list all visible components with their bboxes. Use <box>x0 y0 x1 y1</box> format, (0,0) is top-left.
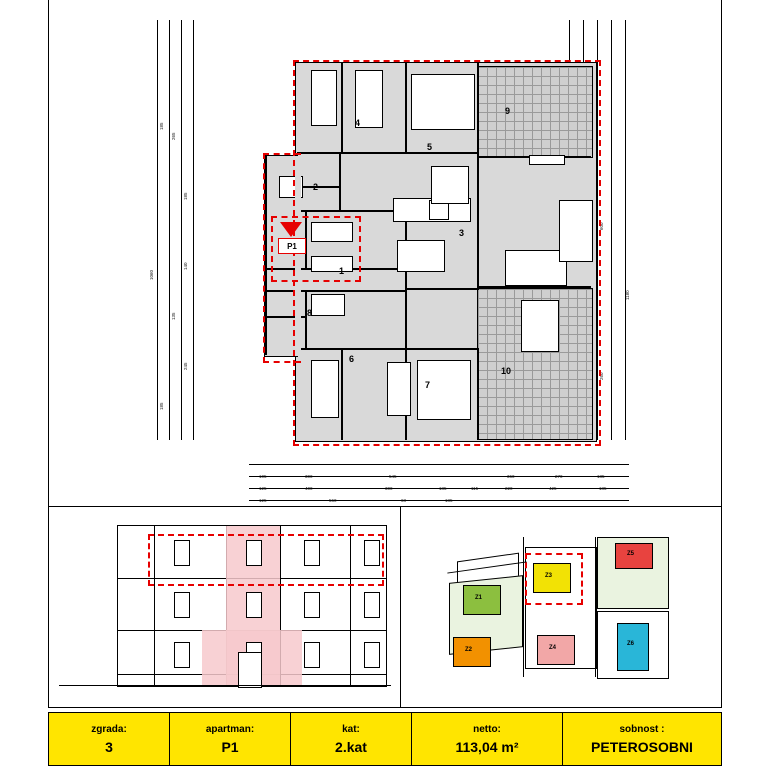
site-boundary-line <box>523 537 524 677</box>
room-label-2: 2 <box>313 182 319 192</box>
dim-left-3: 140 <box>183 262 188 270</box>
entrance-door-icon <box>238 652 262 688</box>
dim-bot-b3: 185 <box>439 486 447 491</box>
room-label-3: 3 <box>459 228 465 238</box>
dim-right-3: 600 <box>599 222 604 230</box>
dim-bot-b6: 425 <box>549 486 557 491</box>
site-label-z1: Z1 <box>475 595 483 601</box>
site-label-z6: Z6 <box>627 641 635 647</box>
dim-bot-b1: 400 <box>305 486 313 491</box>
elevation-building <box>117 525 387 687</box>
site-building-z6 <box>617 623 649 671</box>
info-value-kat: 2.kat <box>335 738 367 755</box>
window-icon <box>304 642 320 668</box>
window-icon <box>364 642 380 668</box>
dim-left-6: 245 <box>183 362 188 370</box>
dim-bot-a1: 300 <box>305 474 313 479</box>
info-key-sobnost: sobnost : <box>619 723 665 735</box>
dim-bot-c1: 560 <box>329 498 337 503</box>
info-cell-netto <box>412 713 563 765</box>
info-cell-sobnost <box>563 713 721 765</box>
site-building-z4 <box>537 635 575 665</box>
room-label-6: 6 <box>349 354 355 364</box>
ground-line <box>59 685 391 686</box>
info-value-netto: 113,04 m² <box>455 738 519 755</box>
site-label-z3: Z3 <box>545 573 553 579</box>
window-icon <box>304 592 320 618</box>
site-building-z1 <box>463 585 501 615</box>
room-label-7: 7 <box>425 380 431 390</box>
dim-left-5: 135 <box>171 312 176 320</box>
elevation-panel <box>48 506 402 708</box>
apartment-marker: P1 <box>278 238 306 254</box>
info-cell-zgrada <box>49 713 170 765</box>
room-label-1: 1 <box>339 266 345 276</box>
dim-bot-a2: 545 <box>389 474 397 479</box>
entrance-arrow-icon <box>280 222 302 237</box>
info-key-apartman: apartman: <box>205 723 255 735</box>
dim-left-1: 265 <box>171 132 176 140</box>
site-plan-panel <box>400 506 722 708</box>
dim-bot-c0: 125 <box>259 498 267 503</box>
site-label-z4: Z4 <box>549 645 557 651</box>
dim-left-0: 185 <box>159 122 164 130</box>
dim-bot-b4: 115 <box>471 486 479 491</box>
info-table <box>48 712 722 766</box>
window-icon <box>174 642 190 668</box>
window-icon <box>246 592 262 618</box>
dim-bot-b5: 220 <box>505 486 513 491</box>
dim-left-7: 185 <box>159 402 164 410</box>
dim-bot-b2: 300 <box>385 486 393 491</box>
dim-bot-a5: 185 <box>597 474 605 479</box>
site-label-z2: Z2 <box>465 647 473 653</box>
dim-left-4: 1060 <box>149 269 154 280</box>
dim-bot-b7: 185 <box>599 486 607 491</box>
dim-bot-a3: 360 <box>507 474 515 479</box>
info-cell-apartman <box>170 713 291 765</box>
info-value-sobnost: PETEROSOBNI <box>591 738 693 755</box>
elevation-apartment-highlight <box>148 534 384 586</box>
room-label-8: 8 <box>307 308 313 318</box>
site-label-z5: Z5 <box>627 551 635 557</box>
dim-right-9: 1180 <box>625 290 630 300</box>
room-label-10: 10 <box>501 366 512 376</box>
room-label-9: 9 <box>505 106 511 116</box>
info-key-zgrada: zgrada: <box>91 723 127 735</box>
bottom-dimension-chain <box>249 458 629 502</box>
dim-bot-a4: 270 <box>555 474 563 479</box>
info-value-apartman: P1 <box>221 738 239 755</box>
dim-bot-b0: 125 <box>259 486 267 491</box>
dim-bot-c2: 68 <box>401 498 407 503</box>
room-label-5: 5 <box>427 142 433 152</box>
site-building-z5 <box>615 543 653 569</box>
window-icon <box>364 592 380 618</box>
room-label-4: 4 <box>355 118 361 128</box>
site-building-z2 <box>453 637 491 667</box>
info-cell-kat <box>291 713 412 765</box>
site-highlight-z3 <box>525 553 583 605</box>
dim-bot-c3: 185 <box>445 498 453 503</box>
window-icon <box>174 592 190 618</box>
dim-right-7: 260 <box>599 372 604 380</box>
left-dimension-chain <box>149 20 209 440</box>
site-boundary-line-2 <box>595 537 596 677</box>
info-key-kat: kat: <box>342 723 360 735</box>
dim-left-2: 185 <box>183 192 188 200</box>
info-key-netto: netto: <box>473 723 501 735</box>
dim-bot-a0: 105 <box>259 474 267 479</box>
info-value-zgrada: 3 <box>105 738 113 755</box>
floor-plan-panel <box>48 0 722 507</box>
